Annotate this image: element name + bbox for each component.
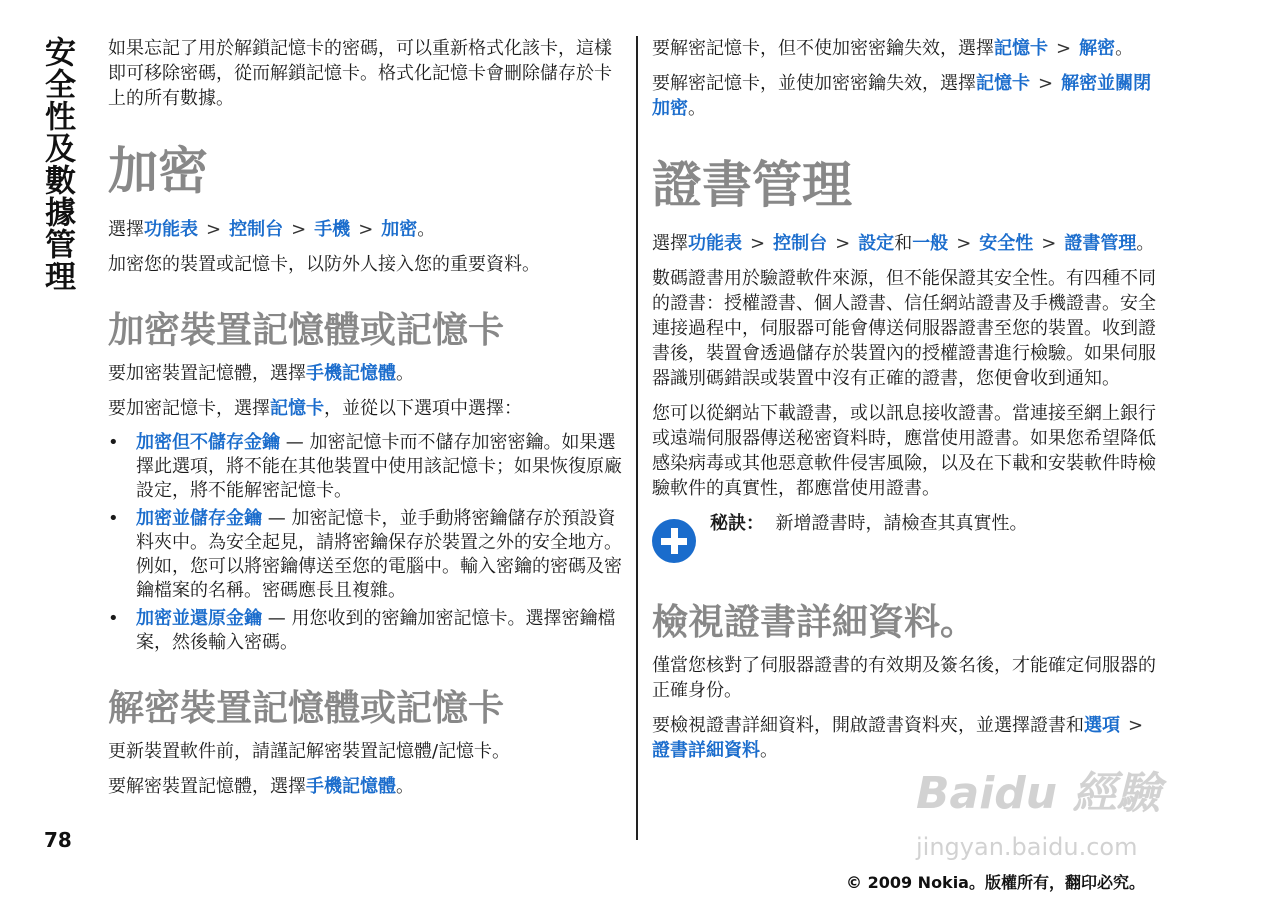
decrypt-and-disable-link[interactable]: 解密並關閉加密 [652, 73, 1152, 119]
encrypt-heading: 加密 [108, 142, 208, 200]
text: ，並從以下選項中選擇： [324, 398, 522, 419]
option-label[interactable]: 加密並還原金鑰 [136, 608, 262, 629]
path-step-menu[interactable]: 功能表 [144, 219, 198, 240]
path-suffix: 。 [1136, 233, 1155, 254]
text: 要加密記憶卡，選擇 [108, 398, 270, 419]
cert-menu-path [652, 231, 1168, 256]
path-step-control-panel[interactable]: 控制台 [229, 219, 284, 240]
decrypt-link[interactable]: 解密 [1079, 38, 1116, 59]
cert-section [652, 155, 1168, 215]
bullet: • [108, 508, 119, 529]
view-cert-section [652, 601, 1168, 645]
right-column [652, 36, 1168, 773]
tip-label: 秘訣： [710, 513, 764, 534]
text: 要解密記憶卡，但不使加密密鑰失效，選擇 [652, 38, 994, 59]
option-text: — 加密記憶卡而不儲存加密密鑰。如果選擇此選項，將不能在其他裝置中使用該記憶卡；如果恢復原廠設定，將不能解密記憶卡。 [136, 432, 622, 501]
list-item [108, 507, 626, 603]
memory-card-link[interactable]: 記憶卡 [994, 38, 1048, 59]
encrypt-menu-path [108, 217, 626, 242]
encrypt-memory-card-paragraph [108, 396, 626, 421]
left-column [108, 36, 626, 809]
path-step-control-panel[interactable]: 控制台 [773, 233, 828, 254]
path-step-phone[interactable]: 手機 [314, 219, 351, 240]
view-cert-paragraph-1: 僅當您核對了伺服器證書的有效期及簽名後，才能確定伺服器的正確身份。 [652, 655, 1156, 701]
path-prefix: 選擇 [652, 233, 688, 254]
encrypt-description: 加密您的裝置或記憶卡，以防外人接入您的重要資料。 [108, 254, 540, 275]
tip-body: 新增證書時，請檢查其真實性。 [775, 513, 1028, 534]
option-text: — 加密記憶卡，並手動將密鑰儲存於預設資料夾中。為安全起見，請將密鑰保存於裝置之外的安全地方。例如，您可以將密鑰傳送至您的電腦中。輸入密鑰的密碼及密鑰檔案的名稱。密碼應長且複雜。 [136, 508, 622, 601]
encrypt-memory-heading: 加密裝置記憶體或記憶卡 [108, 310, 505, 351]
path-and: 和 [894, 233, 913, 254]
path-step-security[interactable]: 安全性 [979, 233, 1034, 254]
encrypt-section [108, 141, 626, 201]
path-separator: > [358, 219, 374, 240]
plus-circle-icon [652, 519, 696, 563]
bullet: • [108, 608, 119, 629]
path-separator: > [1128, 715, 1144, 736]
path-step-settings[interactable]: 設定 [858, 233, 895, 254]
text: 要加密裝置記憶體，選擇 [108, 363, 306, 384]
memory-card-link[interactable]: 記憶卡 [270, 398, 324, 419]
options-link[interactable]: 選項 [1084, 715, 1120, 736]
memory-card-link[interactable]: 記憶卡 [976, 73, 1030, 94]
decrypt-card-keep-key-paragraph [652, 36, 1168, 61]
path-prefix: 選擇 [108, 219, 144, 240]
text: 。 [396, 776, 414, 797]
text: 。 [396, 363, 414, 384]
option-label[interactable]: 加密但不儲存金鑰 [136, 432, 280, 453]
list-item [108, 607, 626, 655]
tip-box [652, 511, 1168, 561]
column-divider [636, 36, 638, 840]
decrypt-memory-section [108, 687, 626, 731]
path-separator: > [206, 219, 222, 240]
path-separator: > [1056, 38, 1072, 59]
decrypt-memory-note: 更新裝置軟件前，請謹記解密裝置記憶體/記憶卡。 [108, 741, 511, 762]
path-separator: > [1038, 73, 1054, 94]
option-text: — 用您收到的密鑰加密記憶卡。選擇密鑰檔案，然後輸入密碼。 [136, 608, 616, 653]
decrypt-memory-heading: 解密裝置記憶體或記憶卡 [108, 688, 505, 729]
path-separator: > [750, 233, 766, 254]
baidu-watermark [910, 745, 1210, 875]
decrypt-card-disable-key-paragraph [652, 71, 1168, 121]
view-cert-heading: 檢視證書詳細資料。 [652, 602, 977, 643]
path-separator: > [956, 233, 972, 254]
cert-paragraph-2: 您可以從網站下載證書，或以訊息接收證書。當連接至網上銀行或遠端伺服器傳送秘密資料時，應當使用證書。如果您希望降低感染病毒或其他惡意軟件侵害風險，以及在下載和安裝軟件時檢驗軟件的真實性，都應當使用證書。 [652, 403, 1156, 499]
text: 要解密裝置記憶體，選擇 [108, 776, 306, 797]
phone-memory-link[interactable]: 手機記憶體 [306, 363, 396, 384]
text: 。 [1115, 38, 1134, 59]
path-step-menu[interactable]: 功能表 [688, 233, 742, 254]
watermark-url: jingyan.baidu.com [916, 833, 1138, 861]
phone-memory-link[interactable]: 手機記憶體 [306, 776, 396, 797]
cert-management-heading: 證書管理 [652, 156, 852, 214]
bullet: • [108, 432, 119, 453]
watermark-logo: Baidu 經驗 [916, 768, 1161, 819]
text: 。 [760, 740, 778, 761]
path-separator: > [1041, 233, 1057, 254]
intro-paragraph: 如果忘記了用於解鎖記憶卡的密碼，可以重新格式化該卡，這樣即可移除密碼，從而解鎖記憶卡。格式化記憶卡會刪除儲存於卡上的所有數據。 [108, 38, 612, 109]
cert-details-link[interactable]: 證書詳細資料 [652, 740, 760, 761]
tip-text [710, 511, 1168, 536]
page-number: 78 [44, 828, 72, 852]
chapter-side-title: 安全性及數據管理 [39, 36, 75, 292]
text: 要檢視證書詳細資料，開啟證書資料夾，並選擇證書和 [652, 715, 1084, 736]
encrypt-memory-section [108, 309, 626, 353]
path-separator: > [835, 233, 851, 254]
path-separator: > [291, 219, 307, 240]
list-item [108, 431, 626, 503]
cert-paragraph-1: 數碼證書用於驗證軟件來源，但不能保證其安全性。有四種不同的證書：授權證書、個人證書、信任網站證書及手機證書。安全連接過程中，伺服器可能會傳送伺服器證書至您的裝置。收到證書後，裝置會透過儲存於裝置內的授權證書進行檢驗。如果伺服器識別碼錯誤或裝置中沒有正確的證書，您便會收到通知。 [652, 268, 1156, 389]
path-step-cert-management[interactable]: 證書管理 [1064, 233, 1137, 254]
option-label[interactable]: 加密並儲存金鑰 [136, 508, 262, 529]
encrypt-options-list [108, 431, 626, 655]
path-suffix: 。 [417, 219, 436, 240]
path-step-general[interactable]: 一般 [912, 233, 949, 254]
text: 要解密記憶卡，並使加密密鑰失效，選擇 [652, 73, 976, 94]
copyright-footer: © 2009 Nokia。版權所有，翻印必究。 [846, 873, 1145, 892]
decrypt-phone-memory-paragraph [108, 774, 626, 799]
encrypt-phone-memory-paragraph [108, 361, 626, 386]
text: 。 [688, 98, 706, 119]
path-step-encrypt[interactable]: 加密 [381, 219, 418, 240]
